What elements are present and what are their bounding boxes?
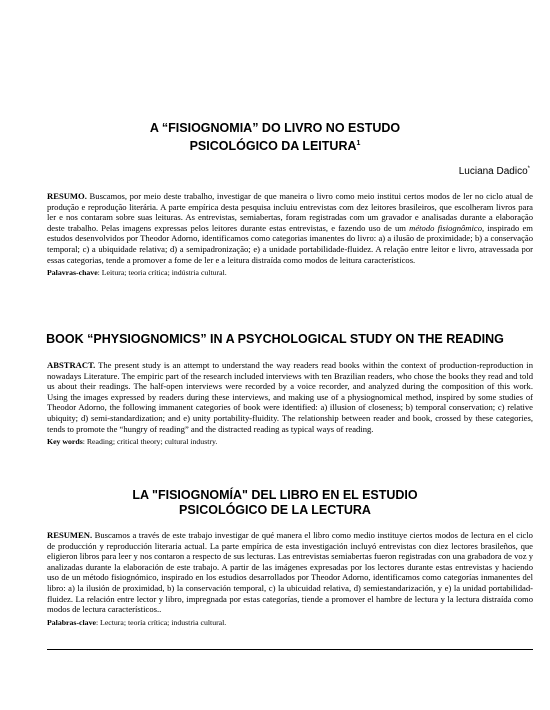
section-divider [47, 649, 533, 650]
abstract-spanish-body [47, 530, 533, 615]
title-portuguese-line2 [0, 136, 550, 154]
abstract-italic-term: método fisiognômico [409, 222, 483, 233]
abstract-label: ABSTRACT. [47, 360, 96, 370]
keywords-english [47, 437, 533, 448]
abstract-english [47, 360, 533, 448]
title-spanish [0, 488, 550, 518]
abstract-text-part1: Buscamos, por meio deste trabalho, investigar de que maneira o livro como meio institui certos modos de ler no ciclo atual de produção e reprodução literária. A parte empírica desta pesquisa incluiu entrevistas com dez leitores brasileiros, que escolheram livros para ler e nos contaram sobre suas leituras. As entrevistas, semiabertas, foram registradas com um gravador e analisadas durante a elaboração deste trabalho. Pelas imagens expressas pelos leitores durante estas entrevistas, e fazendo uso de um [47, 191, 533, 233]
title-english: BOOK “PHYSIOGNOMICS” IN A PSYCHOLOGICAL STUDY ON THE READING [46, 332, 504, 346]
abstract-label: RESUMEN. [47, 530, 93, 540]
keywords-text: : Reading; critical theory; cultural industry. [82, 437, 218, 447]
abstract-text: Buscamos a través de este trabajo investigar de qué manera el libro como medio instituye ciertos modos de lectura en el ciclo de producción y reproducción literaria actual. La parte empírica de esta investigación incluyó entrevistas con diez lectores brasileños, que eligieron libros para leer y nos contaron a respecto de sus lecturas. Las entrevistas semiabertas fueron registradas con una grabadora de voz y analizadas durante la elaboración de este trabajo. A partir de las imágenes expresadas por los lectores durante estas entrevistas y haciendo uso de un método fisiognómico, inspirado en los estudios desarrollados por Theodor Adorno, identificamos como categorías inmanentes del libro: a) la ilusión de proximidad, b) la conservación temporal, c) la ubicuidad relativa, d) semiestandarización, y e) la unidad portabilidad-fluidez. La relación entre lector y libro, impregnada por estas categorías, tiende a promover el hambre de lectura y la lectura distraída como modos de lectura característicos.. [47, 530, 533, 615]
keywords-spanish [47, 618, 533, 629]
keywords-label: Palavras-chave [47, 268, 98, 278]
keywords-label: Key words [47, 437, 83, 447]
author-name-text: Luciana Dadico [458, 166, 528, 177]
abstract-portuguese [47, 191, 533, 279]
author-footnote-marker: * [527, 166, 530, 172]
footnote-marker: 1 [356, 140, 361, 147]
author-name [459, 166, 530, 177]
keywords-label: Palabras-clave [47, 617, 96, 627]
abstract-label: RESUMO. [47, 191, 87, 201]
keywords-text: : Lectura; teoría crítica; industria cultural. [95, 617, 227, 627]
abstract-spanish [47, 530, 533, 628]
abstract-text-part2: , inspirado em estudos desenvolvidos por Theodor Adorno, identificamos como categorias imanentes do livro: a) a ilusão de proximidade; b) a conservação temporal; c) a ubiquidade relativa; d) a semipadronização; e) a unidade portabilidade-fluidez. A relação entre leitor e livro, atravessada por essas categorias, tende a promover a fome de ler e a leitura distraída como modos de leitura característicos. [47, 222, 533, 265]
title-portuguese-line2-text: PSICOLÓGICO DA LEITURA [189, 139, 357, 153]
abstract-text: The present study is an attempt to understand the way readers read books within the context of production-reproduction in nowadays Literature. The empiric part of the research included interviews with ten Brazilian readers, who chose the books they read and told us about their readings. The half-open interviews were recorded by a voice recorder, and analyzed during the composition of this work. Using the images expressed by readers during these interviews, and making use of a physiognomical method, inspired by some studies of Theodor Adorno, the following immanent categories of book were identified: a) illusion of closeness; b) temporal conservation; c) relative ubiquity; d) semi-standardization; and e) unity portability-fluidity. The relationship between reader and book, crossed by these categories, tends to promote the “hungry of reading” and the distracted reading as typical ways of reading. [47, 360, 533, 434]
title-spanish-line1: LA "FISIOGNOMÍA" DEL LIBRO EN EL ESTUDIO [132, 488, 418, 502]
title-portuguese [0, 121, 550, 154]
title-spanish-line2: PSICOLÓGICO DE LA LECTURA [179, 503, 371, 517]
keywords-portuguese [47, 268, 533, 279]
abstract-english-body [47, 360, 533, 434]
abstract-portuguese-body [47, 191, 533, 265]
title-portuguese-line1: A “FISIOGNOMIA” DO LIVRO NO ESTUDO [149, 121, 401, 135]
keywords-text: : Leitura; teoria crítica; indústria cultural. [97, 268, 227, 278]
